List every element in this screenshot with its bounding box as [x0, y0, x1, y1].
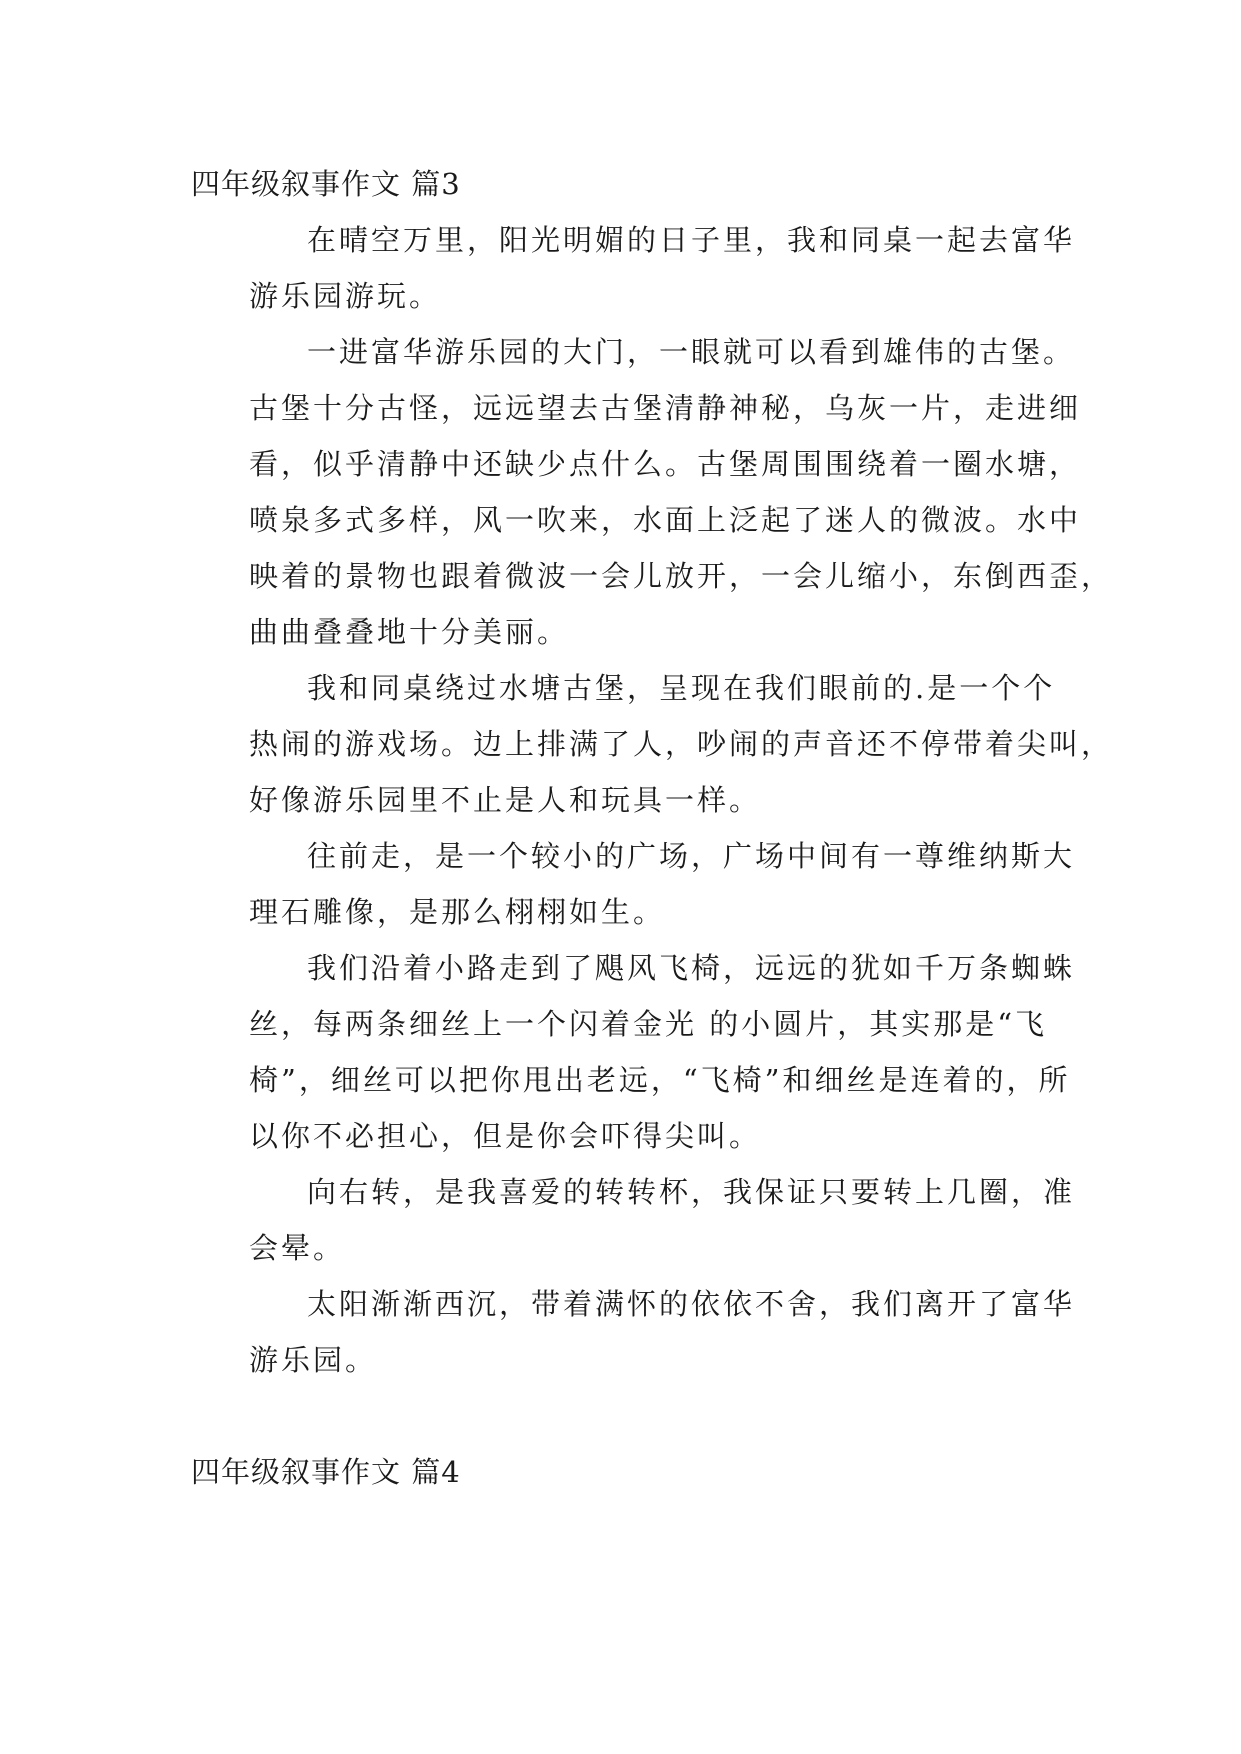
- paragraph: [191, 940, 1076, 1164]
- paragraph-line: 丝，每两条细丝上一个闪着金光 的小圆片，其实那是“飞: [249, 1007, 1048, 1041]
- paragraph-line: 向右转，是我喜爱的转转杯，我保证只要转上几圈，准: [307, 1175, 1076, 1209]
- section-heading: 四年级叙事作文 篇4: [191, 1455, 461, 1489]
- paragraph-line: 看，似乎清静中还缺少点什么。古堡周围围绕着一圈水塘，: [249, 447, 1082, 481]
- paragraph-line: 一进富华游乐园的大门，一眼就可以看到雄伟的古堡。: [307, 335, 1076, 369]
- paragraph: [191, 660, 1114, 828]
- paragraph-line: 以你不必担心，但是你会吓得尖叫。: [249, 1119, 762, 1153]
- paragraph-line: 游乐园。: [249, 1343, 378, 1377]
- paragraph-line: 热闹的游戏场。边上排满了人，吵闹的声音还不停带着尖叫，: [249, 727, 1114, 761]
- paragraph-line: 会晕。: [249, 1231, 346, 1265]
- paragraph: [191, 1276, 1076, 1388]
- document-body: [191, 156, 1114, 1500]
- paragraph-line: 映着的景物也跟着微波一会儿放开，一会儿缩小，东倒西歪，: [249, 559, 1114, 593]
- paragraph: [191, 324, 1114, 660]
- paragraph-line: 好像游乐园里不止是人和玩具一样。: [249, 783, 762, 817]
- paragraph-line: 喷泉多式多样，风一吹来，水面上泛起了迷人的微波。水中: [249, 503, 1082, 537]
- paragraph-line: 我和同桌绕过水塘古堡，呈现在我们眼前的.是一个个: [307, 671, 1056, 705]
- paragraph-line: 在晴空万里，阳光明媚的日子里，我和同桌一起去富华: [307, 223, 1076, 257]
- paragraph-line: 理石雕像，是那么栩栩如生。: [249, 895, 666, 929]
- paragraph-line: 曲曲叠叠地十分美丽。: [249, 615, 570, 649]
- paragraph: [191, 1164, 1076, 1276]
- section-spacer: [191, 1388, 1051, 1444]
- paragraph-line: 游乐园游玩。: [249, 279, 442, 313]
- paragraph-line: 太阳渐渐西沉，带着满怀的依依不舍，我们离开了富华: [307, 1287, 1076, 1321]
- paragraph-line: 我们沿着小路走到了飓风飞椅，远远的犹如千万条蜘蛛: [307, 951, 1076, 985]
- paragraph-line: 往前走，是一个较小的广场，广场中间有一尊维纳斯大: [307, 839, 1076, 873]
- paragraph-line: 椅”，细丝可以把你甩出老远，“飞椅”和细丝是连着的，所: [249, 1063, 1071, 1097]
- paragraph-line: 古堡十分古怪，远远望去古堡清静神秘，乌灰一片，走进细: [249, 391, 1082, 425]
- paragraph: [191, 212, 1076, 324]
- section-heading: 四年级叙事作文 篇3: [191, 167, 461, 201]
- paragraph: [191, 828, 1076, 940]
